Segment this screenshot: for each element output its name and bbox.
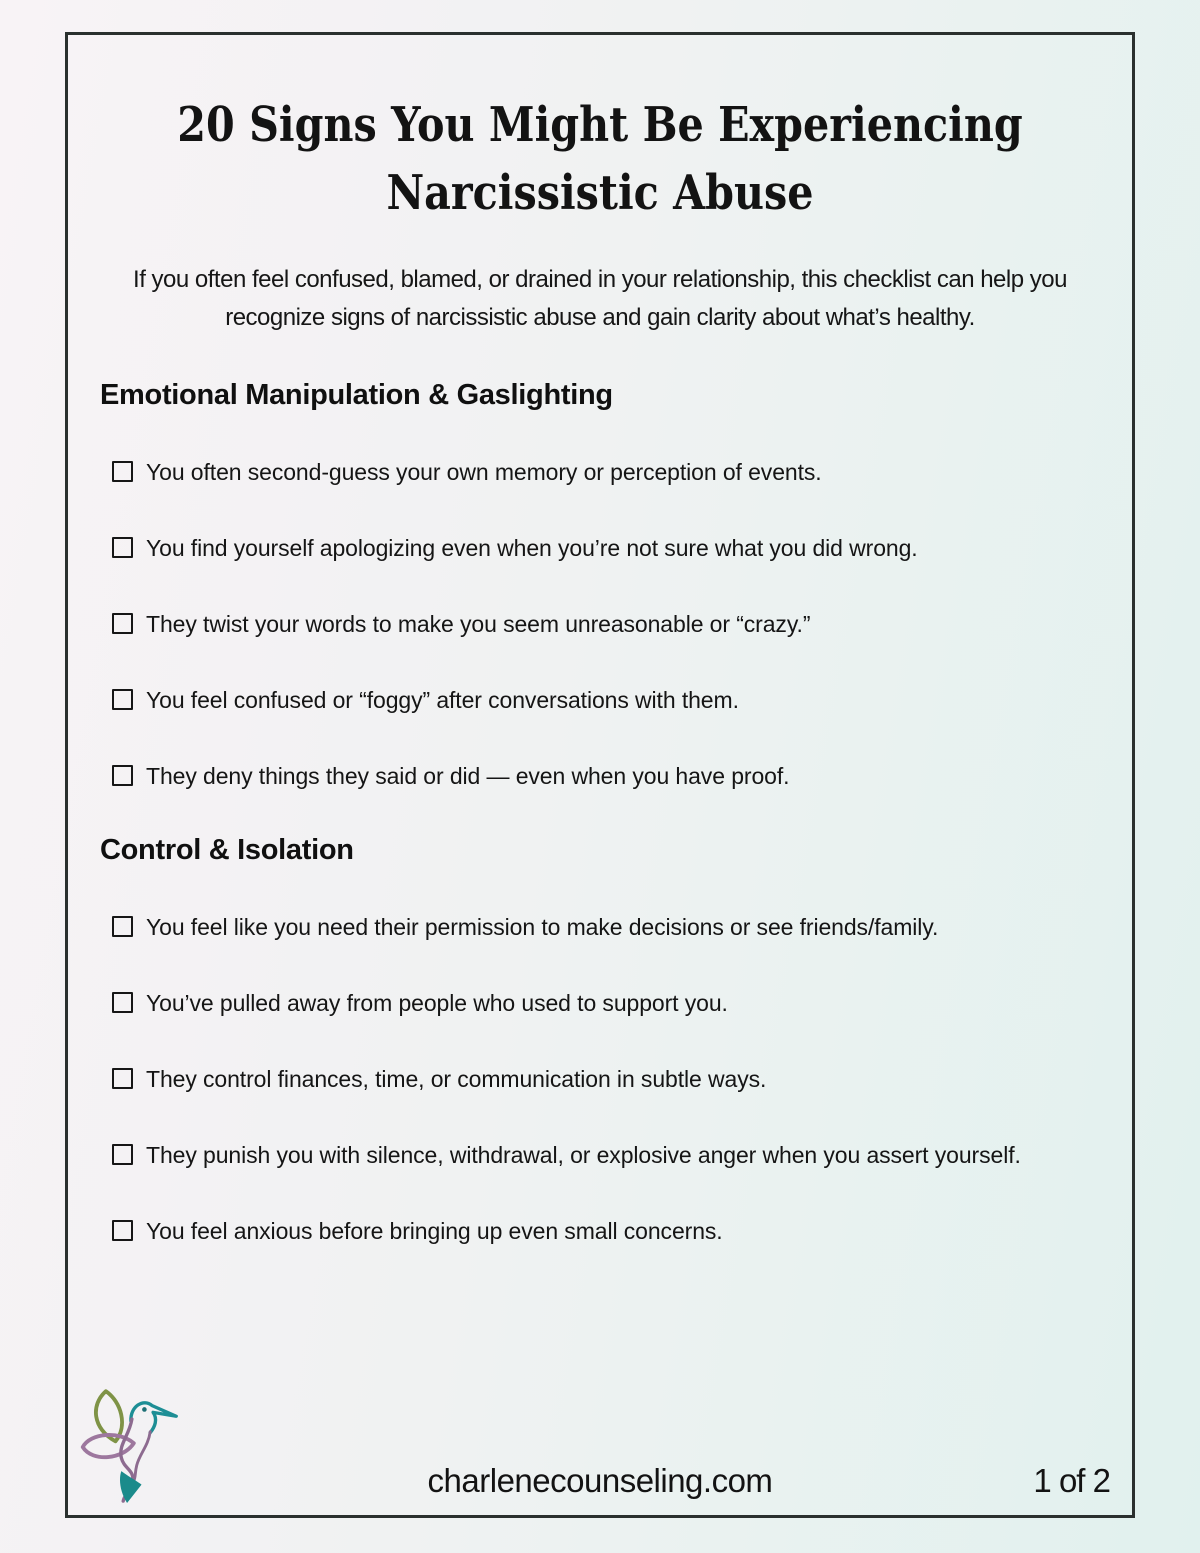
checklist-item-label: You find yourself apologizing even when you’re not sure what you did wrong. [146, 535, 918, 561]
checklist-item-label: They control finances, time, or communication in subtle ways. [146, 1066, 767, 1092]
checkbox[interactable] [112, 537, 133, 558]
checklist-item [112, 1213, 1132, 1249]
checkbox[interactable] [112, 1144, 133, 1165]
checklist-item [112, 606, 1132, 642]
intro-text: If you often feel confused, blamed, or drained in your relationship, this checklist can help you recognize signs of narcissistic abuse and gain clarity about what’s healthy. [133, 266, 1067, 331]
checklist-item-label: You feel like you need their permission to make decisions or see friends/family. [146, 914, 939, 940]
checkbox[interactable] [112, 1220, 133, 1241]
page-title [142, 91, 1057, 227]
section-heading-emotional-manipulation: Emotional Manipulation & Gaslighting [100, 379, 613, 411]
checkbox[interactable] [112, 689, 133, 710]
checklist-item [112, 454, 1132, 490]
checklist-item [112, 758, 1132, 794]
checklist-item-label: You’ve pulled away from people who used to support you. [146, 990, 728, 1016]
checklist-item [112, 1137, 1132, 1173]
checkbox[interactable] [112, 765, 133, 786]
checklist-item [112, 909, 1132, 945]
page-number: 1 of 2 [1033, 1461, 1110, 1499]
checklist-item-label: They deny things they said or did — even when you have proof. [146, 763, 790, 789]
checklist-item-label: You feel anxious before bringing up even small concerns. [146, 1218, 723, 1244]
checklist-item-label: You often second-guess your own memory or perception of events. [146, 459, 822, 485]
checklist-item-label: They twist your words to make you seem unreasonable or “crazy.” [146, 611, 811, 637]
checklist-item [112, 1061, 1132, 1097]
checklist-item-label: They punish you with silence, withdrawal, or explosive anger when you assert yourself. [146, 1142, 1021, 1168]
checkbox[interactable] [112, 916, 133, 937]
checkbox[interactable] [112, 461, 133, 482]
checklist-item-label: You feel confused or “foggy” after conversations with them. [146, 687, 739, 713]
section-heading-control-isolation: Control & Isolation [100, 834, 354, 866]
checkbox[interactable] [112, 992, 133, 1013]
checkbox[interactable] [112, 1068, 133, 1089]
checklist-card [65, 32, 1135, 1518]
page-title-line1: 20 Signs You Might Be Experiencing [177, 97, 1023, 153]
website-url[interactable]: charlenecounseling.com [427, 1461, 773, 1499]
checklist-control-isolation [112, 909, 1132, 1249]
checklist-item [112, 985, 1132, 1021]
checklist-item [112, 682, 1132, 718]
page-title-line2: Narcissistic Abuse [386, 165, 814, 221]
checkbox[interactable] [112, 613, 133, 634]
checklist-item [112, 530, 1132, 566]
checklist-emotional-manipulation [112, 454, 1132, 794]
